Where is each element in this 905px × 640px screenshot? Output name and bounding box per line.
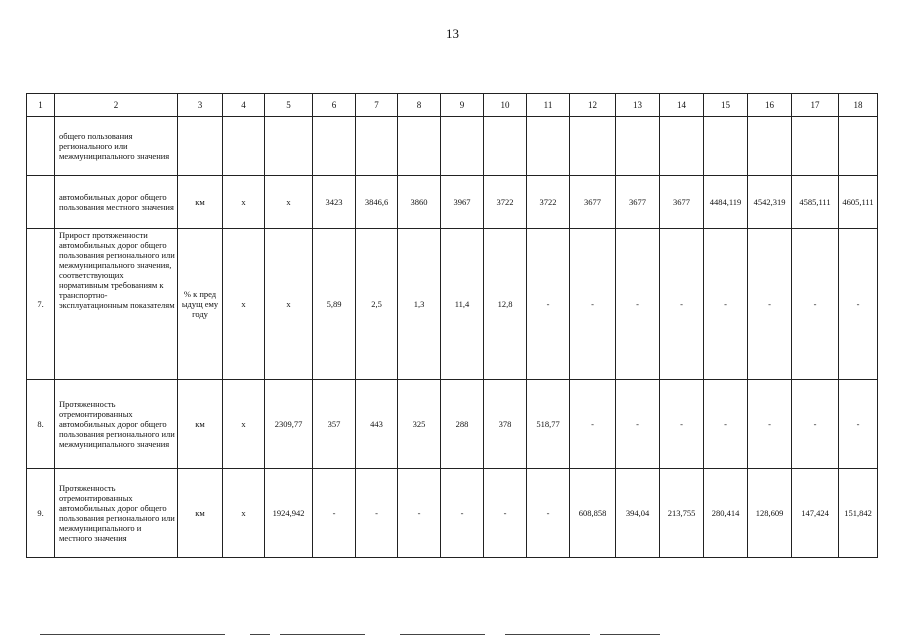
footer-lines [40,634,840,636]
value-cell: - [616,229,660,380]
value-cell [265,117,313,176]
value-cell: - [616,380,660,469]
value-cell: x [223,176,265,229]
header-cell: 2 [55,94,178,117]
header-cell: 9 [441,94,484,117]
value-cell [223,117,265,176]
value-cell: - [748,229,792,380]
value-cell [839,117,878,176]
value-cell: x [223,229,265,380]
value-cell: 3423 [313,176,356,229]
row-number-cell: 7. [27,229,55,380]
header-cell: 12 [570,94,616,117]
header-cell: 15 [704,94,748,117]
value-cell [748,117,792,176]
value-cell: - [313,469,356,558]
value-cell: 608,858 [570,469,616,558]
row-number-cell: 8. [27,380,55,469]
value-cell: 2309,77 [265,380,313,469]
value-cell [313,117,356,176]
value-cell: 5,89 [313,229,356,380]
indicator-name-cell: Прирост протяженности автомобильных дорог общего пользования регионального или межмуниципального значения, соответствующих нормативным требованиям к транспортно-эксплуатационным показателям [55,229,178,380]
value-cell: 3722 [484,176,527,229]
value-cell: 3677 [660,176,704,229]
value-cell: x [265,176,313,229]
header-cell: 14 [660,94,704,117]
value-cell: - [527,469,570,558]
header-cell: 5 [265,94,313,117]
value-cell: 213,755 [660,469,704,558]
value-cell [398,117,441,176]
value-cell: - [792,380,839,469]
table-header-row [27,94,878,117]
value-cell: - [356,469,398,558]
value-cell: 3677 [570,176,616,229]
indicator-name-cell: Протяженность отремонтированных автомобильных дорог общего пользования регионального или межмуниципального и местного значения [55,469,178,558]
table-row [27,229,878,380]
header-cell: 3 [178,94,223,117]
value-cell: 378 [484,380,527,469]
value-cell: км [178,176,223,229]
value-cell: 518,77 [527,380,570,469]
value-cell: - [660,380,704,469]
value-cell: x [223,380,265,469]
value-cell: 280,414 [704,469,748,558]
value-cell [570,117,616,176]
header-cell: 11 [527,94,570,117]
value-cell [704,117,748,176]
table-row [27,469,878,558]
value-cell: 3846,6 [356,176,398,229]
indicator-name-cell: Протяженность отремонтированных автомобильных дорог общего пользования регионального или межмуниципального значения [55,380,178,469]
value-cell: 4605,111 [839,176,878,229]
indicators-table [26,93,878,558]
header-cell: 17 [792,94,839,117]
value-cell [178,117,223,176]
value-cell: 151,842 [839,469,878,558]
value-cell: - [527,229,570,380]
value-cell: % к пред ыдущ ему году [178,229,223,380]
value-cell: - [748,380,792,469]
value-cell: - [839,229,878,380]
value-cell: 443 [356,380,398,469]
row-number-cell [27,117,55,176]
indicator-name-cell: общего пользования регионального или межмуниципального значения [55,117,178,176]
value-cell: 3722 [527,176,570,229]
header-cell: 16 [748,94,792,117]
value-cell: км [178,469,223,558]
value-cell: 357 [313,380,356,469]
value-cell: - [441,469,484,558]
value-cell: км [178,380,223,469]
header-cell: 8 [398,94,441,117]
value-cell: 3677 [616,176,660,229]
row-number-cell [27,176,55,229]
value-cell: - [570,380,616,469]
indicator-name-cell: автомобильных дорог общего пользования местного значения [55,176,178,229]
value-cell [660,117,704,176]
value-cell: 325 [398,380,441,469]
value-cell: 11,4 [441,229,484,380]
value-cell: 1924,942 [265,469,313,558]
value-cell: 4585,111 [792,176,839,229]
value-cell: 12,8 [484,229,527,380]
value-cell: 1,3 [398,229,441,380]
page-number: 13 [446,26,459,41]
value-cell: - [484,469,527,558]
header-cell: 1 [27,94,55,117]
value-cell: 4542,319 [748,176,792,229]
header-cell: 18 [839,94,878,117]
table-row [27,117,878,176]
value-cell [356,117,398,176]
value-cell: - [839,380,878,469]
value-cell: - [398,469,441,558]
value-cell: 128,609 [748,469,792,558]
header-cell: 6 [313,94,356,117]
header-cell: 4 [223,94,265,117]
value-cell: 4484,119 [704,176,748,229]
value-cell: - [570,229,616,380]
value-cell: - [704,229,748,380]
header-cell: 7 [356,94,398,117]
value-cell: - [660,229,704,380]
value-cell: 288 [441,380,484,469]
header-cell: 10 [484,94,527,117]
value-cell [441,117,484,176]
row-number-cell: 9. [27,469,55,558]
value-cell: 3967 [441,176,484,229]
value-cell [792,117,839,176]
header-cell: 13 [616,94,660,117]
value-cell: 147,424 [792,469,839,558]
value-cell: 394,04 [616,469,660,558]
table-row [27,380,878,469]
value-cell [527,117,570,176]
value-cell: - [792,229,839,380]
value-cell [484,117,527,176]
value-cell: x [265,229,313,380]
value-cell: x [223,469,265,558]
table-row [27,176,878,229]
value-cell: 3860 [398,176,441,229]
value-cell: 2,5 [356,229,398,380]
value-cell: - [704,380,748,469]
value-cell [616,117,660,176]
